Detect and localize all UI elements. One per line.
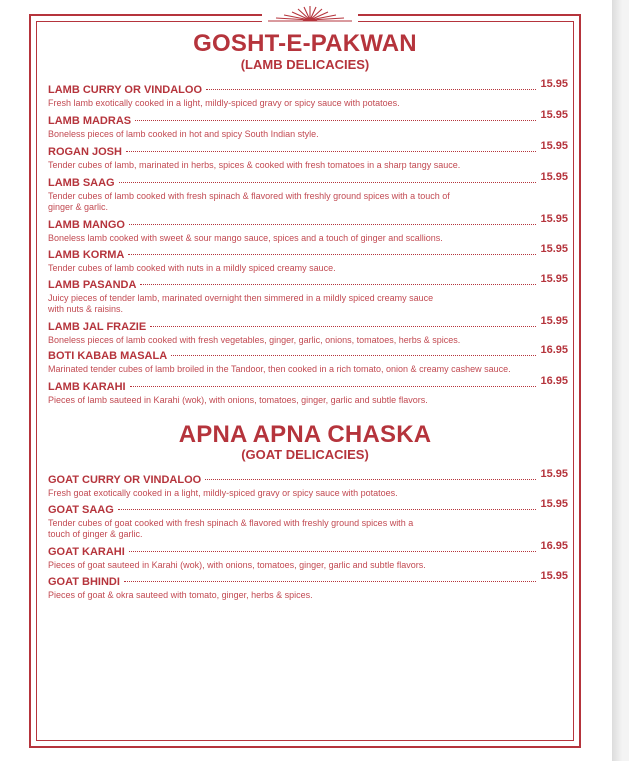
item-description: Tender cubes of lamb cooked with fresh spinach & flavored with freshly ground spices with a touch of ginger & garlic. bbox=[48, 191, 450, 212]
item-name: LAMB MANGO bbox=[48, 219, 125, 231]
dot-leader bbox=[126, 151, 537, 152]
item-description: Fresh goat exotically cooked in a light, mildly-spiced gravy or spicy sauce with potatoes. bbox=[48, 488, 398, 498]
item-description: Juicy pieces of tender lamb, marinated overnight then simmered in a mildly spiced creamy sauce with nuts & raisins. bbox=[48, 293, 434, 314]
item-name: LAMB JAL FRAZIE bbox=[48, 321, 147, 333]
item-name: LAMB CURRY OR VINDALOO bbox=[48, 84, 202, 96]
item-price: 15.95 bbox=[540, 171, 568, 183]
item-name: LAMB MADRAS bbox=[48, 115, 132, 127]
dot-leader bbox=[118, 509, 537, 510]
dot-leader bbox=[129, 224, 536, 225]
menu-item bbox=[48, 140, 568, 171]
item-name: ROGAN JOSH bbox=[48, 146, 122, 158]
item-price: 15.95 bbox=[540, 570, 568, 582]
item-description: Boneless lamb cooked with sweet & sour mango sauce, spices and a touch of ginger and scallions. bbox=[48, 233, 443, 243]
section-subtitle-lamb: (LAMB DELICACIES) bbox=[240, 57, 370, 72]
item-price: 15.95 bbox=[540, 140, 568, 152]
menu-item bbox=[48, 540, 568, 571]
item-description: Fresh lamb exotically cooked in a light, mildly-spiced gravy or spicy sauce with potatoes. bbox=[48, 98, 400, 108]
menu-item bbox=[48, 213, 568, 244]
menu-item bbox=[48, 243, 568, 274]
dot-leader bbox=[129, 551, 537, 552]
item-price: 15.95 bbox=[540, 468, 568, 480]
item-price: 15.95 bbox=[540, 315, 568, 327]
item-price: 15.95 bbox=[540, 243, 568, 255]
item-price: 15.95 bbox=[540, 213, 568, 225]
menu-item bbox=[48, 78, 568, 109]
item-price: 16.95 bbox=[540, 375, 568, 387]
section-title-lamb: GOSHT-E-PAKWAN bbox=[193, 30, 417, 57]
menu-item bbox=[48, 570, 568, 601]
item-price: 15.95 bbox=[540, 78, 568, 90]
dot-leader bbox=[150, 326, 536, 327]
item-description: Tender cubes of lamb, marinated in herbs, spices & cooked with fresh tomatoes in a sharp tangy sauce. bbox=[48, 160, 461, 170]
item-name: GOAT KARAHI bbox=[48, 546, 125, 558]
menu-item bbox=[48, 375, 568, 406]
item-name: LAMB SAAG bbox=[48, 177, 115, 189]
dot-leader bbox=[119, 182, 537, 183]
item-description: Pieces of goat & okra sauteed with tomato, ginger, herbs & spices. bbox=[48, 590, 313, 600]
item-price: 15.95 bbox=[540, 109, 568, 121]
item-name: GOAT BHINDI bbox=[48, 576, 120, 588]
item-name: GOAT CURRY OR VINDALOO bbox=[48, 474, 202, 486]
dot-leader bbox=[171, 355, 536, 356]
item-price: 16.95 bbox=[540, 540, 568, 552]
item-price: 15.95 bbox=[540, 273, 568, 285]
item-description: Pieces of lamb sauteed in Karahi (wok), with onions, tomatoes, ginger, garlic and subtle flavors. bbox=[48, 395, 428, 405]
menu-item bbox=[48, 498, 568, 540]
dot-leader bbox=[135, 120, 536, 121]
section-title-goat: APNA APNA CHASKA bbox=[178, 421, 432, 448]
page-edge-shadow bbox=[612, 0, 629, 761]
item-name: LAMB KARAHI bbox=[48, 381, 126, 393]
dot-leader bbox=[130, 386, 537, 387]
ornament-icon bbox=[262, 2, 358, 24]
item-name: LAMB PASANDA bbox=[48, 279, 137, 291]
menu-item bbox=[48, 171, 568, 213]
item-description: Marinated tender cubes of lamb broiled in the Tandoor, then cooked in a rich tomato, onion & creamy cashew sauce. bbox=[48, 364, 511, 374]
item-description: Boneless pieces of lamb cooked with fresh vegetables, ginger, garlic, onions, tomatoes, herbs & spices. bbox=[48, 335, 461, 345]
dot-leader bbox=[124, 581, 537, 582]
dot-leader bbox=[205, 479, 536, 480]
item-name: BOTI KABAB MASALA bbox=[48, 350, 168, 362]
section-subtitle-goat: (GOAT DELICACIES) bbox=[241, 447, 369, 462]
dot-leader bbox=[140, 284, 536, 285]
menu-item bbox=[48, 273, 568, 315]
item-name: LAMB KORMA bbox=[48, 249, 125, 261]
menu-item bbox=[48, 344, 568, 375]
item-description: Tender cubes of lamb cooked with nuts in a mildly spiced creamy sauce. bbox=[48, 263, 336, 273]
item-name: GOAT SAAG bbox=[48, 504, 114, 516]
dot-leader bbox=[206, 89, 536, 90]
menu-item bbox=[48, 468, 568, 499]
item-description: Pieces of goat sauteed in Karahi (wok), with onions, tomatoes, ginger, garlic and subtle flavors. bbox=[48, 560, 426, 570]
item-description: Tender cubes of goat cooked with fresh spinach & flavored with freshly ground spices with a touch of ginger & garlic. bbox=[48, 518, 414, 539]
dot-leader bbox=[128, 254, 536, 255]
item-price: 15.95 bbox=[540, 498, 568, 510]
menu-item bbox=[48, 109, 568, 140]
menu-item bbox=[48, 315, 568, 346]
item-price: 16.95 bbox=[540, 344, 568, 356]
item-description: Boneless pieces of lamb cooked in hot and spicy South Indian style. bbox=[48, 129, 319, 139]
